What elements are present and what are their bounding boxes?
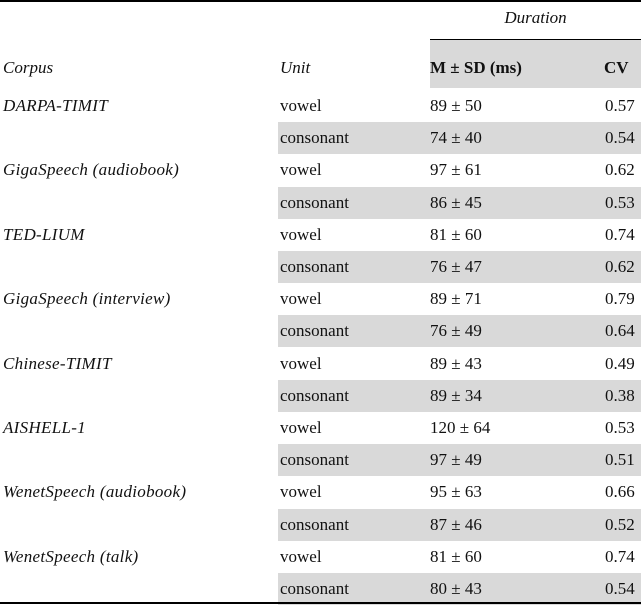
unit-cell: consonant	[280, 450, 349, 470]
msd-cell: 95 ± 63	[430, 482, 482, 502]
unit-cell: vowel	[280, 353, 322, 373]
msd-column-header: M ± SD (ms)	[430, 58, 522, 77]
corpus-cell: DARPA-TIMIT	[3, 96, 108, 115]
msd-cell: 86 ± 45	[430, 192, 482, 212]
corpus-cell: WenetSpeech (talk)	[3, 546, 139, 566]
corpus-cell: Chinese-TIMIT	[3, 353, 112, 373]
bottom-rule	[0, 602, 641, 604]
corpus-cell: GigaSpeech (interview)	[3, 289, 171, 309]
cv-cell: 0.79	[605, 289, 635, 309]
msd-cell: 81 ± 60	[430, 224, 482, 244]
cv-cell: 0.64	[605, 321, 635, 341]
corpus-cell: WenetSpeech (audiobook)	[3, 482, 187, 502]
table-row	[0, 380, 641, 412]
cv-column-header: CV	[604, 58, 629, 77]
cv-cell: 0.54	[605, 579, 635, 598]
table-row	[0, 122, 641, 154]
cv-cell: 0.53	[605, 418, 635, 437]
top-rule	[0, 0, 641, 2]
table-row	[0, 154, 641, 186]
unit-cell: vowel	[280, 224, 322, 244]
cv-cell: 0.38	[605, 385, 635, 405]
msd-cell: 120 ± 64	[430, 418, 491, 437]
table-row	[0, 90, 641, 122]
table-row	[0, 476, 641, 508]
msd-cell: 89 ± 43	[430, 353, 482, 373]
cv-cell: 0.53	[605, 192, 635, 212]
cv-cell: 0.62	[605, 160, 635, 180]
corpus-column-header: Corpus	[3, 58, 54, 77]
unit-cell: consonant	[280, 514, 349, 534]
msd-cell: 76 ± 49	[430, 321, 482, 341]
unit-cell: vowel	[280, 482, 322, 502]
cv-cell: 0.54	[605, 128, 635, 148]
msd-cell: 74 ± 40	[430, 128, 482, 148]
table-row	[0, 251, 641, 283]
table-row	[0, 219, 641, 251]
msd-cell: 97 ± 49	[430, 450, 482, 470]
corpus-cell: AISHELL-1	[3, 418, 86, 437]
msd-cell: 89 ± 71	[430, 289, 482, 309]
table-row	[0, 444, 641, 476]
unit-column-header: Unit	[280, 58, 311, 77]
cv-cell: 0.52	[605, 514, 635, 534]
unit-cell: consonant	[280, 257, 349, 276]
table-row	[0, 509, 641, 541]
cv-cell: 0.74	[605, 546, 635, 566]
unit-cell: vowel	[280, 546, 322, 566]
unit-cell: consonant	[280, 321, 349, 341]
table-row	[0, 315, 641, 347]
table-row	[0, 283, 641, 315]
unit-cell: vowel	[280, 289, 322, 309]
cv-cell: 0.51	[605, 450, 635, 470]
table-row	[0, 187, 641, 219]
cv-cell: 0.74	[605, 224, 635, 244]
unit-cell: consonant	[280, 579, 349, 598]
cv-cell: 0.66	[605, 482, 635, 502]
table-row	[0, 573, 641, 605]
unit-cell: vowel	[280, 418, 322, 437]
msd-cell: 97 ± 61	[430, 160, 482, 180]
table-row	[0, 348, 641, 380]
msd-cell: 87 ± 46	[430, 514, 482, 534]
msd-cell: 80 ± 43	[430, 579, 482, 598]
unit-cell: consonant	[280, 192, 349, 212]
table-row	[0, 541, 641, 573]
duration-group-header: Duration	[504, 8, 567, 27]
unit-cell: vowel	[280, 96, 322, 115]
msd-cell: 89 ± 34	[430, 385, 482, 405]
corpus-cell: TED-LIUM	[3, 224, 85, 244]
table-row	[0, 412, 641, 444]
unit-cell: vowel	[280, 160, 322, 180]
unit-cell: consonant	[280, 385, 349, 405]
cv-cell: 0.57	[605, 96, 635, 115]
msd-cell: 76 ± 47	[430, 257, 482, 276]
cv-cell: 0.62	[605, 257, 635, 276]
msd-cell: 89 ± 50	[430, 96, 482, 115]
corpus-cell: GigaSpeech (audiobook)	[3, 160, 180, 180]
msd-cell: 81 ± 60	[430, 546, 482, 566]
unit-cell: consonant	[280, 128, 349, 148]
cv-cell: 0.49	[605, 353, 635, 373]
